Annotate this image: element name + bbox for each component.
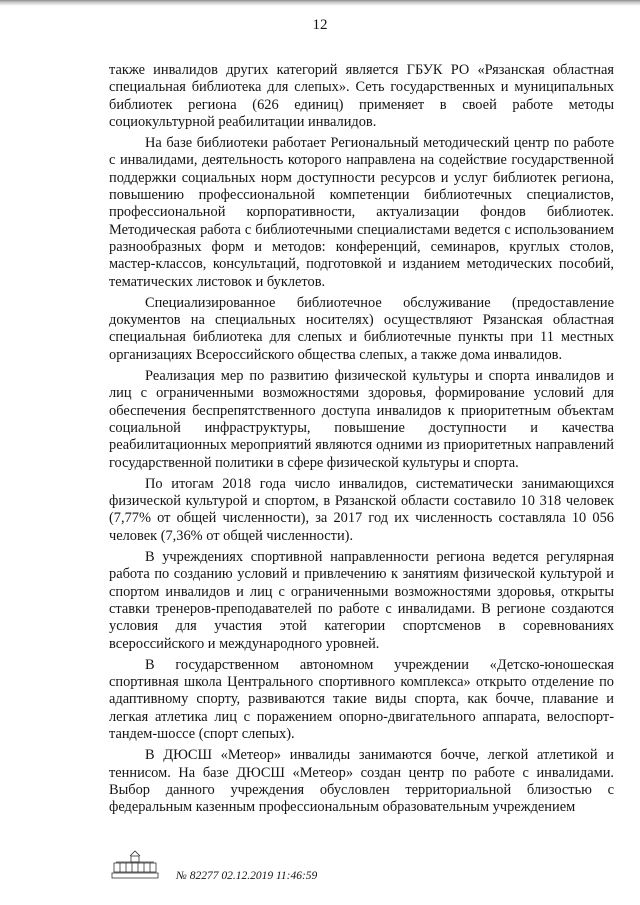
document-body bbox=[109, 62, 614, 820]
scan-top-edge bbox=[0, 0, 640, 6]
paragraph: По итогам 2018 года число инвалидов, систематически занимающихся физической культурой и спортом, в Рязанской области составило 10 318 человек (7,77% от общей численности), за 2017 год их численность составляла 10 056 человек (7,36% от общей численности). bbox=[109, 475, 614, 544]
paragraph: Реализация мер по развитию физической культуры и спорта инвалидов и лиц с ограниченными возможностями здоровья, формирование условий для обеспечения беспрепятственного доступа инвалидов к приоритетным объектам социальной инфраструктуры, повышение доступности и качества реабилитационных мероприятий являются одними из приоритетных направлений государственной политики в сфере физической культуры и спорта. bbox=[109, 368, 614, 471]
paragraph: В учреждениях спортивной направленности региона ведется регулярная работа по созданию условий и привлечению к занятиям физической культурой и спортом инвалидов и лиц с ограниченными возможностями здоровья, открыты ставки тренеров-преподавателей по работе с инвалидами. В регионе создаются условия для участия этой категории спортсменов в соревнованиях всероссийского и международного уровней. bbox=[109, 549, 614, 652]
paragraph: Специализированное библиотечное обслуживание (предоставление документов на специальных носителях) осуществляют Рязанская областная специальная библиотека для слепых и библиотечные пункты при 11 местных организациях Всероссийского общества слепых, а также дома инвалидов. bbox=[109, 294, 614, 363]
paragraph: В государственном автономном учреждении «Детско-юношеская спортивная школа Центрального спортивного комплекса» открыто отделение по адаптивному спорту, развиваются такие виды спорта, как бочче, плавание и легкая атлетика лиц с поражением опорно-двигательного аппарата, велоспорт-тандем-шоссе (спорт слепых). bbox=[109, 656, 614, 742]
page-number: 12 bbox=[312, 17, 328, 33]
paragraph: В ДЮСШ «Метеор» инвалиды занимаются бочче, легкой атлетикой и теннисом. На базе ДЮСШ «Метеор» создан центр по работе с инвалидами. Выбор данного учреждения обусловлен территориальной близостью с федеральным казенным профессиональным образовательным учреждением bbox=[109, 747, 614, 816]
paragraph: На базе библиотеки работает Региональный методический центр по работе с инвалидами, деятельность которого направлена на содействие государственной поддержки социальных норм доступности ресурсов и услуг библиотек региона, повышению профессиональной компетенции библиотечных специалистов, профессиональной корпоративности, актуализации фондов библиотек. Методическая работа с библиотечными специалистами ведется с использованием разнообразных форм и методов: конференций, семинаров, круглых столов, мастер-классов, консультаций, подготовкой и изданием методических пособий, тематических листовок и буклетов. bbox=[109, 135, 614, 290]
document-registration-number: № 82277 02.12.2019 11:46:59 bbox=[176, 870, 318, 882]
paragraph: также инвалидов других категорий является ГБУК РО «Рязанская областная специальная библиотека для слепых». Сеть государственных и муниципальных библиотек региона (626 единиц) применяет в своей работе методы социокультурной реабилитации инвалидов. bbox=[109, 62, 614, 130]
registration-stamp-logo bbox=[110, 850, 160, 880]
